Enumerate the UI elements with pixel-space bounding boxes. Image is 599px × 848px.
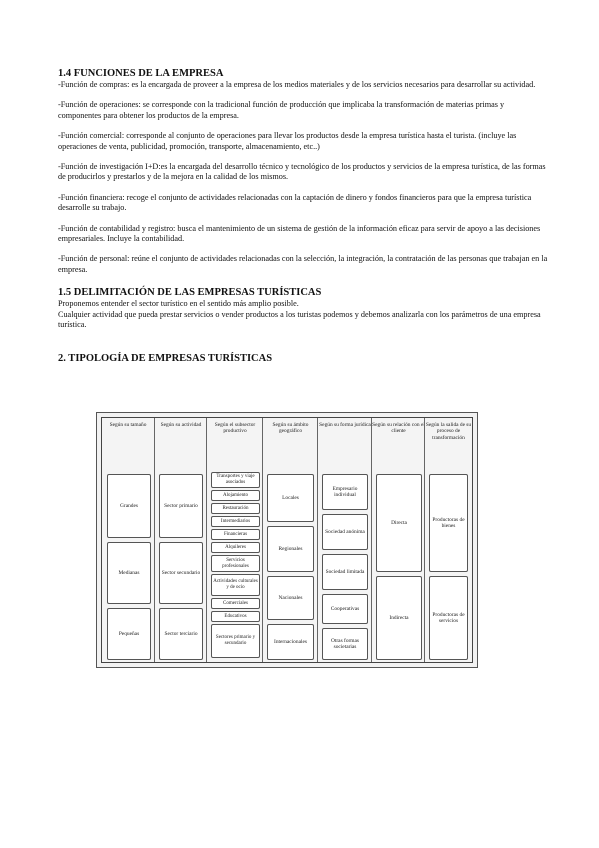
box-item: Intermediarios [211, 516, 260, 527]
column-client-relation [371, 418, 425, 662]
box-item: Financieras [211, 529, 260, 540]
section-title-2: 2. TIPOLOGÍA DE EMPRESAS TURÍSTICAS [58, 352, 273, 364]
box-item: Internacionales [267, 624, 314, 660]
paragraph-operaciones: -Función de operaciones: se corresponde con la tradicional función de producción que implicaba la transformación de materias primas y componentes para obtener los productos de la empresa. [58, 100, 505, 120]
column-activity [154, 418, 207, 662]
paragraph-delimitacion-1: Proponemos entender el sector turístico en el sentido más amplio posible. [58, 299, 299, 309]
column-header: Según su forma jurídica [319, 422, 371, 428]
paragraph-compras: -Función de compras: es la encargada de proveer a la empresa de los medios materiales y de los servicios necesarios para desarrollar su actividad. [58, 80, 536, 89]
box-item: Sociedad limitada [322, 554, 368, 590]
box-item: Servicios profesionales [211, 555, 260, 572]
box-item: Educativos [211, 611, 260, 622]
paragraph-delimitacion-2: Cualquier actividad que pueda prestar servicios o vender productos a los turistas podemos y debemos analizarla con los parámetros de una empresa turística. [58, 309, 541, 330]
box-item: Empresario individual [322, 474, 368, 510]
box-item: Regionales [267, 526, 314, 572]
box-item: Sector primario [159, 474, 203, 538]
box-item: Alojamiento [211, 490, 260, 501]
box-item: Alquileres [211, 542, 260, 553]
box-item: Locales [267, 474, 314, 522]
box-item: Grandes [107, 474, 151, 538]
box-item: Nacionales [267, 576, 314, 620]
section-title-1-4: 1.4 FUNCIONES DE LA EMPRESA [58, 68, 224, 79]
column-header: Según su relación con el cliente [372, 422, 425, 435]
box-item: Medianas [107, 542, 151, 604]
box-item: Directa [376, 474, 422, 572]
paragraph-contabilidad: -Función de contabilidad y registro: busca el mantenimiento de un sistema de gestión de la información eficaz para servir de apoyo a las decisiones empresariales. Incluye la contabilidad. [58, 223, 541, 244]
paragraph-financiera: -Función financiera: recoge el conjunto de actividades relacionadas con la captación de dinero y fondos financieros para que la empresa turística desarrolle su trabajo. [58, 192, 532, 213]
column-header: Según su tamaño [109, 422, 147, 428]
column-geographic [262, 418, 318, 662]
box-item: Cooperativas [322, 594, 368, 624]
box-item: Indirecta [376, 576, 422, 660]
box-item: Pequeñas [107, 608, 151, 660]
typology-diagram [96, 412, 478, 668]
column-size [102, 418, 154, 662]
paragraph-comercial: -Función comercial: corresponde al conjunto de operaciones para llevar los productos desde la empresa turística hasta el turista. (incluye las operaciones de venta, publicidad, promoción, transporte, almacenamiento, etc..) [58, 131, 517, 151]
box-item: Sociedad anónima [322, 514, 368, 550]
box-item: Comerciales [211, 598, 260, 609]
column-subsector [206, 418, 263, 662]
box-item: Transportes y viaje asociados [211, 472, 260, 488]
paragraph-personal: -Función de personal: reúne el conjunto de actividades relacionadas con la selección, la integración, la contratación de las personas que trabajan en la empresa. [58, 254, 548, 274]
section-title-1-5: 1.5 DELIMITACIÓN DE LAS EMPRESAS TURÍSTICAS [58, 287, 322, 299]
typology-diagram-inner [101, 417, 473, 663]
document-page [58, 68, 548, 365]
box-item: Actividades culturales y de ocio [211, 574, 260, 596]
box-item: Otras formas societarias [322, 628, 368, 660]
box-item: Restauración [211, 503, 260, 514]
box-item: Productoras de bienes [429, 474, 468, 572]
column-header: Según el subsector productivo [214, 422, 256, 435]
column-header: Según su ámbito geográfico [272, 422, 309, 435]
paragraph-investigacion: -Función de investigación I+D:es la encargada del desarrollo técnico y tecnológico de los productos y servicios de la empresa turística, de las formas de producirlos y prestarlos y de la mejora en la calidad de los mismos. [58, 162, 546, 182]
box-item: Sector secundario [159, 542, 203, 604]
column-header: Según la salida de su proceso de transformación [425, 422, 472, 441]
column-header: Según su actividad [160, 422, 202, 428]
box-item: Sector terciario [159, 608, 203, 660]
box-item: Productoras de servicios [429, 576, 468, 660]
column-process-output [424, 418, 472, 662]
column-legal-form [317, 418, 372, 662]
box-item: Sectores primario y secundario [211, 624, 260, 658]
